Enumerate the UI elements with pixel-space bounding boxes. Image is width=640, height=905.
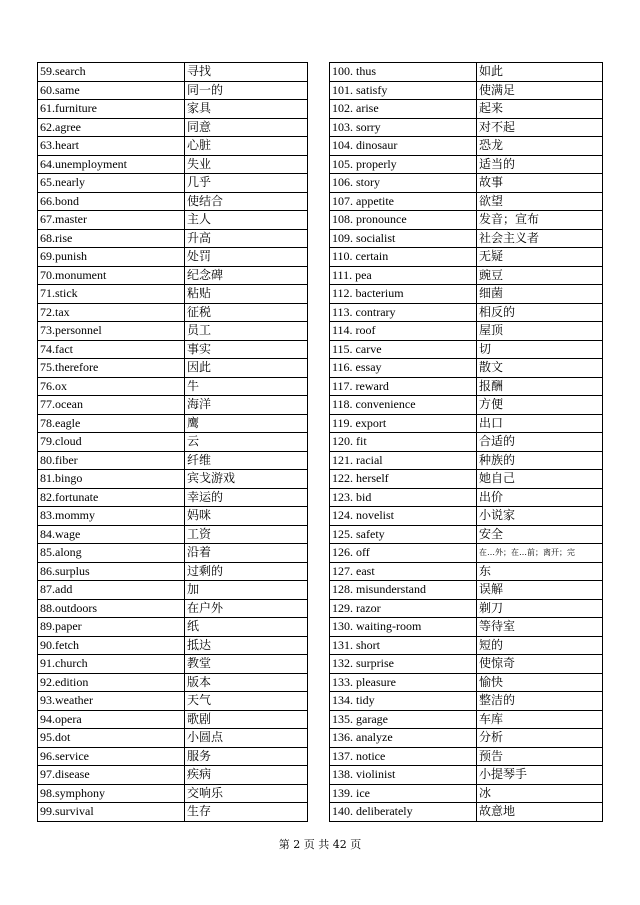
page-footer: 第 2 页 共 42 页 — [278, 838, 362, 851]
vocab-row — [38, 63, 308, 82]
vocab-word: 102. arise — [330, 100, 477, 119]
vocab-row — [38, 155, 308, 174]
vocab-row — [330, 581, 603, 600]
vocab-meaning: 适当的 — [477, 155, 603, 174]
vocab-word: 85.along — [38, 544, 185, 563]
vocab-row — [330, 525, 603, 544]
vocab-row — [38, 710, 308, 729]
vocab-word: 72.tax — [38, 303, 185, 322]
vocab-meaning: 教堂 — [185, 655, 308, 674]
vocab-word: 138. violinist — [330, 766, 477, 785]
vocab-meaning: 等待室 — [477, 618, 603, 637]
vocab-meaning: 豌豆 — [477, 266, 603, 285]
vocab-word: 68.rise — [38, 229, 185, 248]
vocab-row — [330, 710, 603, 729]
vocab-meaning: 升高 — [185, 229, 308, 248]
vocab-meaning: 沿着 — [185, 544, 308, 563]
vocab-row — [38, 303, 308, 322]
vocab-row — [330, 784, 603, 803]
vocab-row — [330, 414, 603, 433]
vocab-meaning: 抵达 — [185, 636, 308, 655]
vocab-meaning: 屋顶 — [477, 322, 603, 341]
vocab-row — [330, 433, 603, 452]
vocab-meaning: 愉快 — [477, 673, 603, 692]
vocab-meaning: 纤维 — [185, 451, 308, 470]
vocab-row — [38, 211, 308, 230]
vocab-row — [330, 544, 603, 563]
vocab-word: 98.symphony — [38, 784, 185, 803]
vocab-row — [330, 340, 603, 359]
vocab-word: 136. analyze — [330, 729, 477, 748]
vocab-meaning: 如此 — [477, 63, 603, 82]
vocab-row — [38, 118, 308, 137]
vocab-row — [38, 784, 308, 803]
vocab-word: 70.monument — [38, 266, 185, 285]
vocab-word: 126. off — [330, 544, 477, 563]
vocab-word: 117. reward — [330, 377, 477, 396]
vocab-row — [330, 211, 603, 230]
vocab-meaning: 分析 — [477, 729, 603, 748]
vocab-word: 132. surprise — [330, 655, 477, 674]
vocab-row — [38, 377, 308, 396]
vocab-meaning: 东 — [477, 562, 603, 581]
vocab-meaning: 粘贴 — [185, 285, 308, 304]
vocab-meaning: 事实 — [185, 340, 308, 359]
vocab-meaning: 加 — [185, 581, 308, 600]
vocab-word: 93.weather — [38, 692, 185, 711]
vocab-word: 130. waiting-room — [330, 618, 477, 637]
vocab-row — [38, 451, 308, 470]
vocab-meaning: 鹰 — [185, 414, 308, 433]
vocab-row — [330, 248, 603, 267]
vocab-row — [330, 174, 603, 193]
vocab-row — [330, 63, 603, 82]
vocab-row — [330, 137, 603, 156]
vocab-word: 71.stick — [38, 285, 185, 304]
vocab-row — [330, 488, 603, 507]
vocab-row — [330, 229, 603, 248]
vocab-row — [330, 303, 603, 322]
vocab-row — [38, 359, 308, 378]
vocab-meaning: 工资 — [185, 525, 308, 544]
vocab-row — [330, 470, 603, 489]
vocab-table-left — [37, 62, 308, 822]
vocab-word: 59.search — [38, 63, 185, 82]
vocab-meaning: 征税 — [185, 303, 308, 322]
vocab-meaning: 因此 — [185, 359, 308, 378]
vocab-row — [330, 100, 603, 119]
vocab-word: 140. deliberately — [330, 803, 477, 822]
vocab-meaning: 处罚 — [185, 248, 308, 267]
vocab-word: 125. safety — [330, 525, 477, 544]
vocab-word: 121. racial — [330, 451, 477, 470]
vocab-word: 83.mommy — [38, 507, 185, 526]
vocab-word: 95.dot — [38, 729, 185, 748]
vocab-row — [330, 636, 603, 655]
vocab-meaning: 相反的 — [477, 303, 603, 322]
vocab-row — [38, 433, 308, 452]
vocab-word: 67.master — [38, 211, 185, 230]
vocab-word: 74.fact — [38, 340, 185, 359]
vocab-row — [38, 729, 308, 748]
vocab-meaning: 同一的 — [185, 81, 308, 100]
vocab-row — [38, 581, 308, 600]
vocab-meaning: 小提琴手 — [477, 766, 603, 785]
vocab-meaning: 欲望 — [477, 192, 603, 211]
vocab-word: 109. socialist — [330, 229, 477, 248]
vocab-meaning: 出价 — [477, 488, 603, 507]
vocab-word: 84.wage — [38, 525, 185, 544]
vocab-word: 113. contrary — [330, 303, 477, 322]
vocab-row — [330, 803, 603, 822]
vocab-meaning: 几乎 — [185, 174, 308, 193]
vocab-meaning: 故事 — [477, 174, 603, 193]
vocab-row — [38, 692, 308, 711]
vocab-meaning: 小说家 — [477, 507, 603, 526]
vocab-row — [38, 525, 308, 544]
vocab-meaning: 细菌 — [477, 285, 603, 304]
vocab-meaning: 对不起 — [477, 118, 603, 137]
vocab-word: 88.outdoors — [38, 599, 185, 618]
vocab-row — [330, 155, 603, 174]
vocab-word: 122. herself — [330, 470, 477, 489]
vocab-row — [38, 803, 308, 822]
vocab-meaning: 家具 — [185, 100, 308, 119]
vocab-row — [38, 266, 308, 285]
vocab-row — [38, 340, 308, 359]
vocab-table-right — [329, 62, 603, 822]
vocab-row — [38, 544, 308, 563]
vocab-row — [330, 747, 603, 766]
vocab-table-right-body — [330, 63, 603, 822]
vocab-word: 80.fiber — [38, 451, 185, 470]
vocab-meaning: 牛 — [185, 377, 308, 396]
vocab-word: 79.cloud — [38, 433, 185, 452]
vocab-meaning: 切 — [477, 340, 603, 359]
vocab-meaning: 故意地 — [477, 803, 603, 822]
vocab-meaning: 她自己 — [477, 470, 603, 489]
vocab-word: 90.fetch — [38, 636, 185, 655]
vocab-meaning: 小圆点 — [185, 729, 308, 748]
vocab-word: 135. garage — [330, 710, 477, 729]
vocab-meaning: 生存 — [185, 803, 308, 822]
vocab-word: 134. tidy — [330, 692, 477, 711]
vocab-meaning: 失业 — [185, 155, 308, 174]
vocab-word: 64.unemployment — [38, 155, 185, 174]
vocab-row — [38, 174, 308, 193]
vocab-meaning: 合适的 — [477, 433, 603, 452]
vocab-meaning: 在…外；在…前；离开；完 — [477, 544, 603, 563]
vocab-word: 123. bid — [330, 488, 477, 507]
vocab-word: 111. pea — [330, 266, 477, 285]
vocab-row — [330, 377, 603, 396]
vocab-meaning: 使满足 — [477, 81, 603, 100]
vocab-row — [38, 285, 308, 304]
vocab-meaning: 剃刀 — [477, 599, 603, 618]
vocab-row — [330, 766, 603, 785]
vocab-word: 124. novelist — [330, 507, 477, 526]
vocab-word: 61.furniture — [38, 100, 185, 119]
vocab-word: 69.punish — [38, 248, 185, 267]
vocab-meaning: 安全 — [477, 525, 603, 544]
vocab-word: 107. appetite — [330, 192, 477, 211]
vocab-meaning: 在户外 — [185, 599, 308, 618]
vocab-meaning: 社会主义者 — [477, 229, 603, 248]
vocab-row — [38, 655, 308, 674]
vocab-word: 118. convenience — [330, 396, 477, 415]
vocab-word: 60.same — [38, 81, 185, 100]
vocab-word: 128. misunderstand — [330, 581, 477, 600]
vocab-word: 119. export — [330, 414, 477, 433]
vocab-row — [330, 729, 603, 748]
vocab-row — [38, 396, 308, 415]
vocab-word: 87.add — [38, 581, 185, 600]
vocab-word: 63.heart — [38, 137, 185, 156]
vocab-word: 65.nearly — [38, 174, 185, 193]
vocab-word: 76.ox — [38, 377, 185, 396]
vocab-meaning: 使结合 — [185, 192, 308, 211]
vocab-word: 116. essay — [330, 359, 477, 378]
vocab-row — [330, 673, 603, 692]
vocab-meaning: 恐龙 — [477, 137, 603, 156]
vocab-row — [330, 81, 603, 100]
vocab-table-left-body — [38, 63, 308, 822]
vocab-meaning: 主人 — [185, 211, 308, 230]
vocab-row — [38, 507, 308, 526]
vocab-word: 97.disease — [38, 766, 185, 785]
vocab-word: 82.fortunate — [38, 488, 185, 507]
vocab-word: 101. satisfy — [330, 81, 477, 100]
vocab-word: 120. fit — [330, 433, 477, 452]
vocab-word: 92.edition — [38, 673, 185, 692]
vocab-row — [38, 192, 308, 211]
vocab-meaning: 种族的 — [477, 451, 603, 470]
vocab-meaning: 歌剧 — [185, 710, 308, 729]
vocab-word: 94.opera — [38, 710, 185, 729]
vocab-word: 103. sorry — [330, 118, 477, 137]
vocab-word: 66.bond — [38, 192, 185, 211]
vocab-meaning: 使惊奇 — [477, 655, 603, 674]
vocab-meaning: 报酬 — [477, 377, 603, 396]
vocab-meaning: 纪念碑 — [185, 266, 308, 285]
vocab-row — [330, 396, 603, 415]
vocab-row — [330, 618, 603, 637]
vocab-meaning: 冰 — [477, 784, 603, 803]
vocab-word: 104. dinosaur — [330, 137, 477, 156]
vocab-row — [330, 507, 603, 526]
vocab-row — [38, 766, 308, 785]
vocab-row — [330, 359, 603, 378]
vocab-word: 110. certain — [330, 248, 477, 267]
vocab-row — [330, 599, 603, 618]
vocab-meaning: 误解 — [477, 581, 603, 600]
vocab-word: 112. bacterium — [330, 285, 477, 304]
vocab-word: 81.bingo — [38, 470, 185, 489]
vocab-meaning: 宾戈游戏 — [185, 470, 308, 489]
vocab-word: 127. east — [330, 562, 477, 581]
vocab-word: 105. properly — [330, 155, 477, 174]
vocab-row — [38, 747, 308, 766]
vocab-meaning: 发音；宣布 — [477, 211, 603, 230]
vocab-meaning: 散文 — [477, 359, 603, 378]
vocab-word: 115. carve — [330, 340, 477, 359]
vocab-meaning: 幸运的 — [185, 488, 308, 507]
vocab-row — [330, 118, 603, 137]
vocab-row — [38, 488, 308, 507]
vocab-row — [330, 562, 603, 581]
vocab-meaning: 海洋 — [185, 396, 308, 415]
vocab-row — [38, 229, 308, 248]
vocab-row — [330, 322, 603, 341]
vocab-meaning: 服务 — [185, 747, 308, 766]
vocab-meaning: 出口 — [477, 414, 603, 433]
vocab-word: 78.eagle — [38, 414, 185, 433]
vocab-meaning: 短的 — [477, 636, 603, 655]
vocab-row — [38, 414, 308, 433]
vocab-row — [38, 248, 308, 267]
vocab-meaning: 纸 — [185, 618, 308, 637]
vocab-meaning: 起来 — [477, 100, 603, 119]
vocab-row — [38, 618, 308, 637]
vocab-meaning: 寻找 — [185, 63, 308, 82]
vocab-word: 77.ocean — [38, 396, 185, 415]
vocab-row — [38, 599, 308, 618]
vocab-word: 100. thus — [330, 63, 477, 82]
vocab-row — [38, 137, 308, 156]
vocab-row — [330, 192, 603, 211]
vocab-meaning: 同意 — [185, 118, 308, 137]
vocab-meaning: 版本 — [185, 673, 308, 692]
vocab-word: 99.survival — [38, 803, 185, 822]
vocab-row — [330, 655, 603, 674]
vocab-row — [330, 692, 603, 711]
vocab-word: 129. razor — [330, 599, 477, 618]
vocab-word: 131. short — [330, 636, 477, 655]
vocab-row — [38, 100, 308, 119]
vocab-row — [38, 470, 308, 489]
vocab-word: 96.service — [38, 747, 185, 766]
vocab-meaning: 过剩的 — [185, 562, 308, 581]
vocab-meaning: 车库 — [477, 710, 603, 729]
vocab-meaning: 整洁的 — [477, 692, 603, 711]
vocab-word: 139. ice — [330, 784, 477, 803]
vocab-row — [330, 266, 603, 285]
vocab-word: 86.surplus — [38, 562, 185, 581]
vocab-meaning: 妈咪 — [185, 507, 308, 526]
vocab-meaning: 员工 — [185, 322, 308, 341]
vocab-word: 89.paper — [38, 618, 185, 637]
vocab-row — [38, 562, 308, 581]
vocab-word: 108. pronounce — [330, 211, 477, 230]
vocab-word: 91.church — [38, 655, 185, 674]
vocab-word: 62.agree — [38, 118, 185, 137]
vocab-row — [330, 285, 603, 304]
vocab-meaning: 天气 — [185, 692, 308, 711]
vocab-meaning: 交响乐 — [185, 784, 308, 803]
vocab-word: 137. notice — [330, 747, 477, 766]
vocab-word: 106. story — [330, 174, 477, 193]
vocab-word: 133. pleasure — [330, 673, 477, 692]
vocab-meaning: 疾病 — [185, 766, 308, 785]
vocab-row — [330, 451, 603, 470]
vocab-meaning: 云 — [185, 433, 308, 452]
vocab-meaning: 心脏 — [185, 137, 308, 156]
vocab-row — [38, 673, 308, 692]
vocab-meaning: 方便 — [477, 396, 603, 415]
vocab-row — [38, 322, 308, 341]
vocab-row — [38, 636, 308, 655]
vocab-meaning: 预告 — [477, 747, 603, 766]
vocab-meaning: 无疑 — [477, 248, 603, 267]
vocab-word: 73.personnel — [38, 322, 185, 341]
vocab-word: 75.therefore — [38, 359, 185, 378]
vocab-row — [38, 81, 308, 100]
vocab-word: 114. roof — [330, 322, 477, 341]
